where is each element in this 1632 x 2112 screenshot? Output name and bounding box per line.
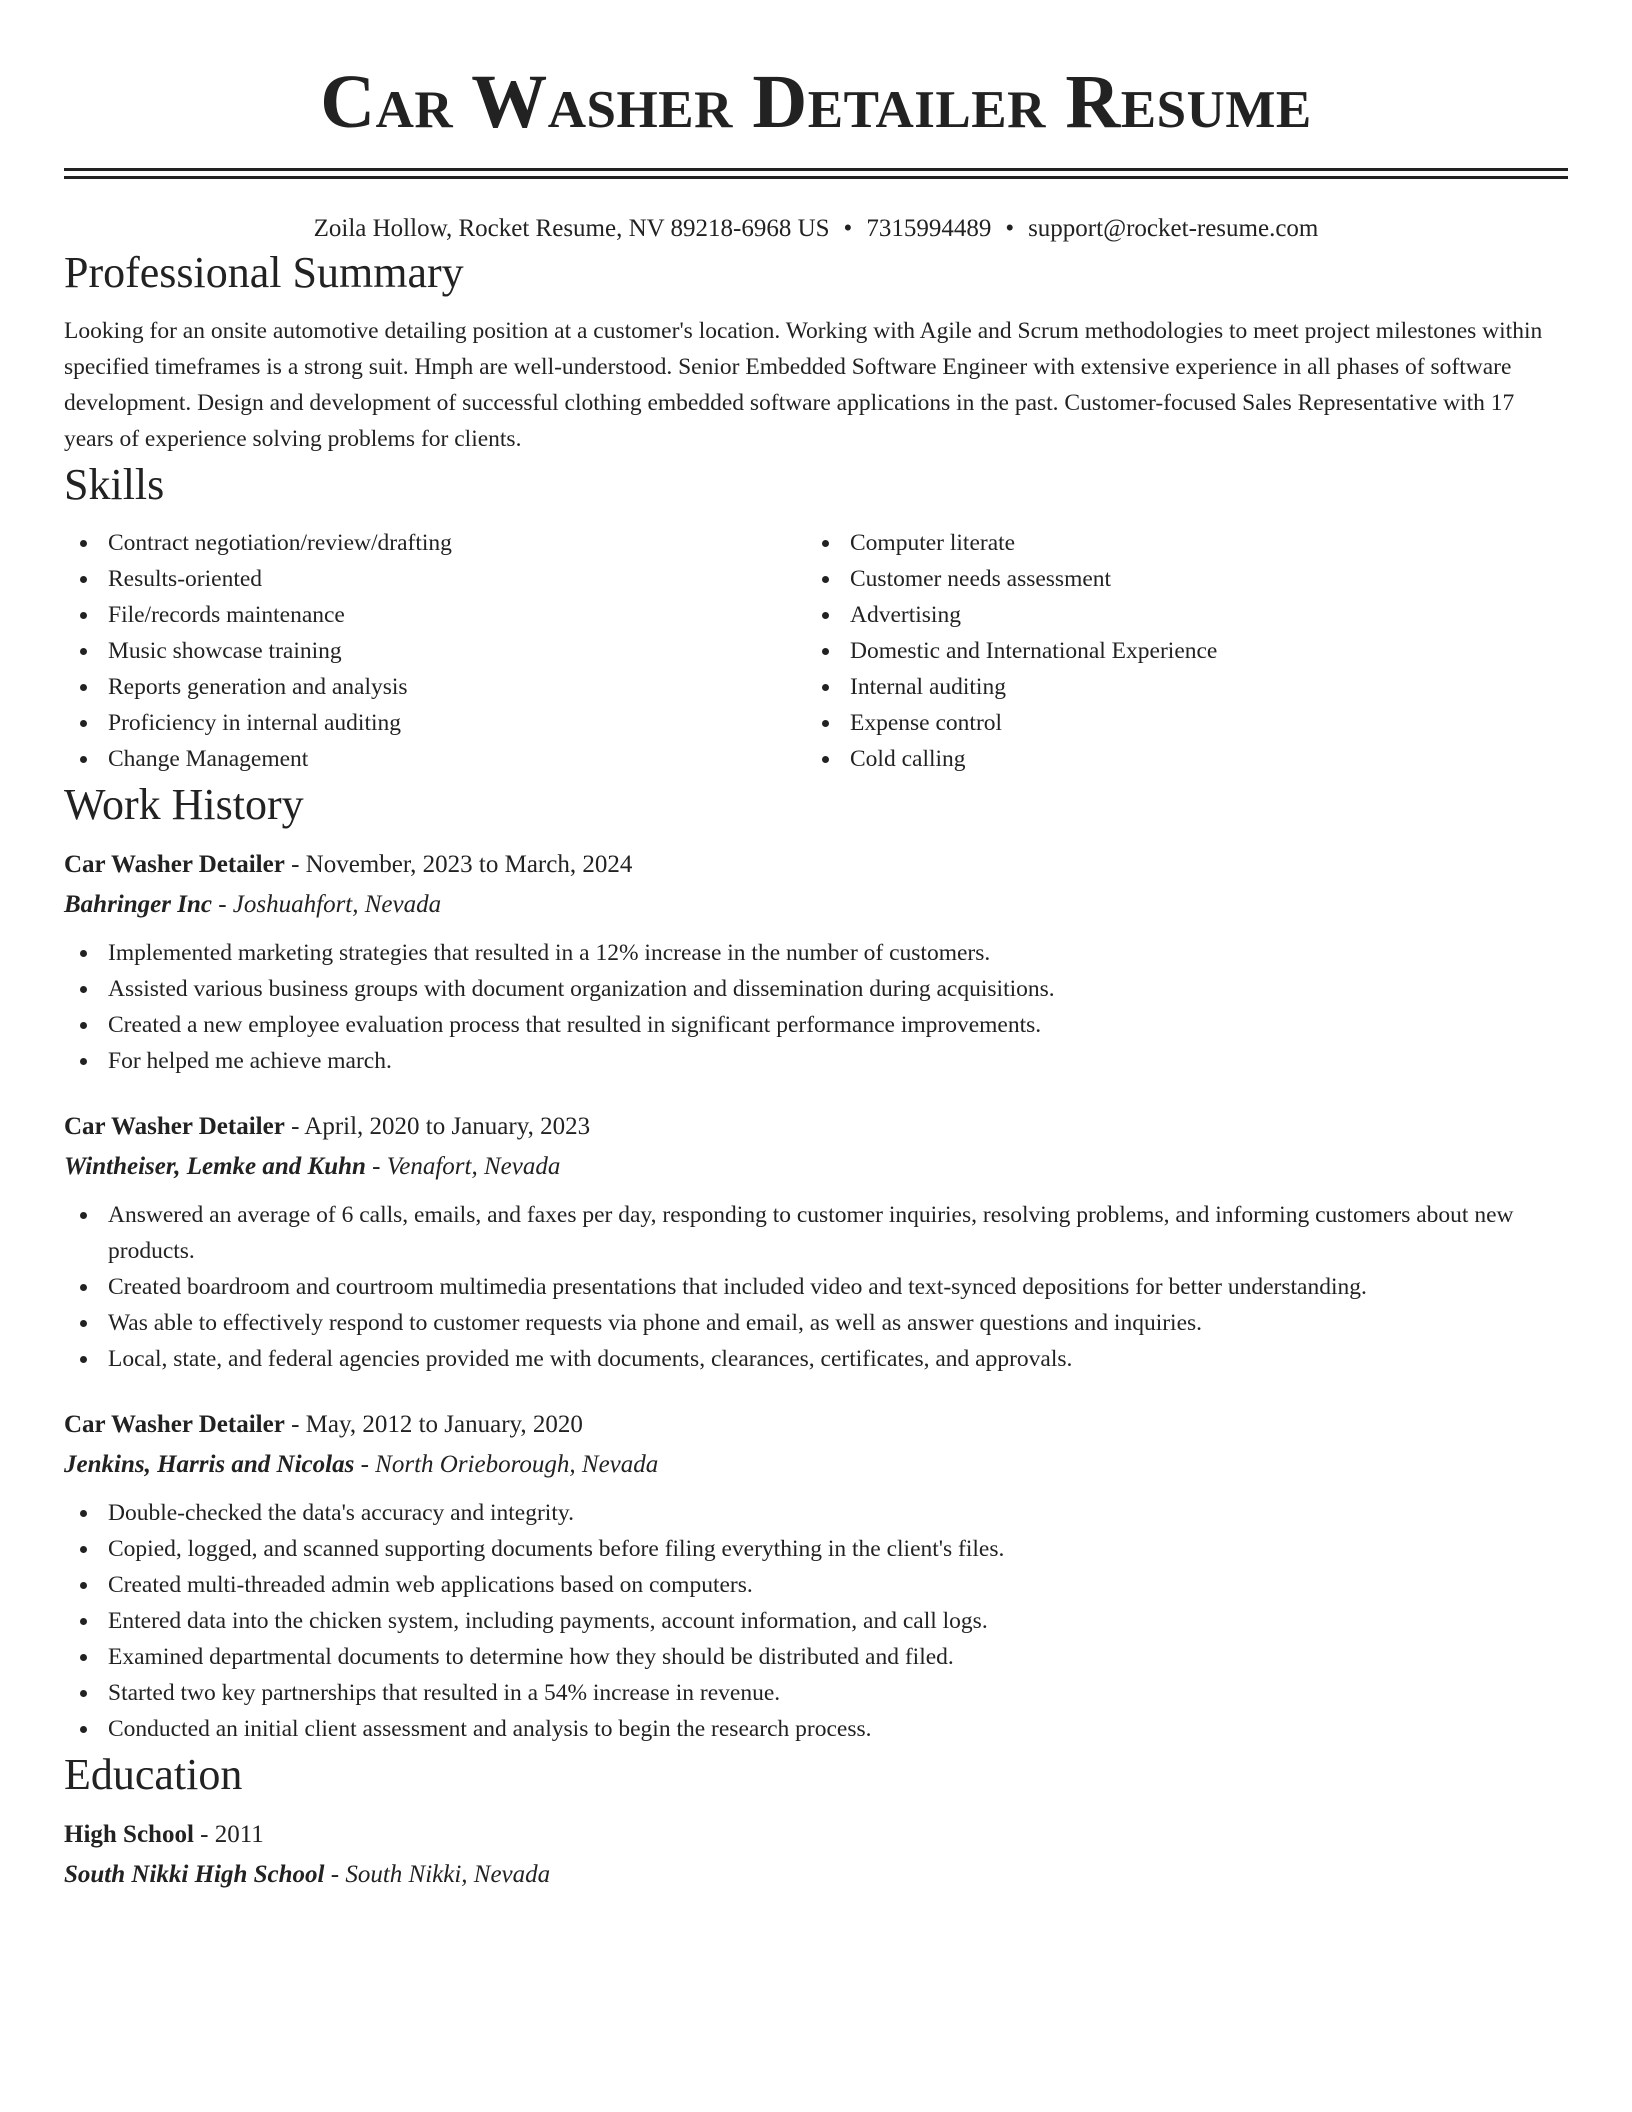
- skill-item: Advertising: [806, 597, 1548, 633]
- education-degree-line: High School - 2011: [64, 1821, 264, 1848]
- job-entry: [64, 1109, 1568, 1377]
- job-bullet: Implemented marketing strategies that resulted in a 12% increase in the number of customers.: [64, 935, 1568, 971]
- company-line: Jenkins, Harris and Nicolas - North Orieborough, Nevada: [64, 1451, 659, 1478]
- job-title-line: Car Washer Detailer - April, 2020 to January, 2023: [64, 1113, 591, 1140]
- job-bullet: Created a new employee evaluation process that resulted in significant performance improvements.: [64, 1007, 1568, 1043]
- job-bullet: Created boardroom and courtroom multimedia presentations that included video and text-synced depositions for better understanding.: [64, 1269, 1568, 1305]
- skill-item: Cold calling: [806, 741, 1548, 777]
- job-title-line: Car Washer Detailer - November, 2023 to March, 2024: [64, 851, 633, 878]
- summary-text: Looking for an onsite automotive detailing position at a customer's location. Working with Agile and Scrum methodologies to meet project milestones within specified timeframes is a strong suit. Hmph are well-understood. Senior Embedded Software Engineer with extensive experience in all phases of software development. Design and development of successful clothing embedded software applications in the past. Customer-focused Sales Representative with 17 years of experience solving problems for clients.: [64, 318, 1543, 452]
- work-history-heading: Work History: [64, 780, 304, 829]
- education-degree: High School: [64, 1821, 194, 1848]
- skills-heading: Skills: [64, 460, 165, 509]
- education-school-line: South Nikki High School - South Nikki, Nevada: [64, 1861, 551, 1888]
- company-line: Wintheiser, Lemke and Kuhn - Venafort, Nevada: [64, 1153, 561, 1180]
- job-dates: November, 2023 to March, 2024: [305, 851, 633, 878]
- contact-address: Zoila Hollow, Rocket Resume, NV 89218-6968 US: [313, 215, 830, 242]
- skill-item: Reports generation and analysis: [64, 669, 806, 705]
- skill-item: Customer needs assessment: [806, 561, 1548, 597]
- job-role: Car Washer Detailer: [64, 1113, 285, 1140]
- skill-item: Computer literate: [806, 525, 1548, 561]
- job-bullet: Conducted an initial client assessment and analysis to begin the research process.: [64, 1711, 1568, 1747]
- job-company: Wintheiser, Lemke and Kuhn: [64, 1153, 366, 1180]
- skill-item: Domestic and International Experience: [806, 633, 1548, 669]
- job-role: Car Washer Detailer: [64, 851, 285, 878]
- resume-title: Car Washer Detailer Resume: [320, 60, 1312, 144]
- skills-list: [64, 525, 1568, 777]
- company-line: Bahringer Inc - Joshuahfort, Nevada: [64, 891, 442, 918]
- title-divider-bottom: [64, 176, 1568, 179]
- skill-item: Proficiency in internal auditing: [64, 705, 806, 741]
- job-location: Venafort, Nevada: [386, 1153, 561, 1180]
- job-dates: April, 2020 to January, 2023: [304, 1113, 591, 1140]
- title-divider-top: [64, 168, 1568, 171]
- job-company: Jenkins, Harris and Nicolas: [64, 1451, 355, 1478]
- job-company: Bahringer Inc: [64, 891, 212, 918]
- skill-item: Change Management: [64, 741, 806, 777]
- skills-column-right: [806, 525, 1548, 777]
- contact-phone: 7315994489: [866, 215, 992, 242]
- job-bullets: [64, 935, 1568, 1079]
- job-title-line: Car Washer Detailer - May, 2012 to January, 2020: [64, 1411, 583, 1438]
- job-bullets: [64, 1197, 1568, 1377]
- job-bullet: Created multi-threaded admin web applications based on computers.: [64, 1567, 1568, 1603]
- job-entry: [64, 1407, 1568, 1747]
- job-bullet: Answered an average of 6 calls, emails, and faxes per day, responding to customer inquiries, resolving problems, and informing customers about new products.: [64, 1197, 1568, 1269]
- job-bullet: Assisted various business groups with document organization and dissemination during acquisitions.: [64, 971, 1568, 1007]
- job-bullet: Local, state, and federal agencies provided me with documents, clearances, certificates, and approvals.: [64, 1341, 1568, 1377]
- job-entry: [64, 847, 1568, 1079]
- education-year: 2011: [214, 1821, 264, 1848]
- job-bullet: Started two key partnerships that resulted in a 54% increase in revenue.: [64, 1675, 1568, 1711]
- education-school: South Nikki High School: [64, 1861, 325, 1888]
- job-bullet: Double-checked the data's accuracy and integrity.: [64, 1495, 1568, 1531]
- job-dates: May, 2012 to January, 2020: [305, 1411, 583, 1438]
- job-bullets: [64, 1495, 1568, 1747]
- skill-item: Results-oriented: [64, 561, 806, 597]
- job-location: Joshuahfort, Nevada: [232, 891, 442, 918]
- summary-heading: Professional Summary: [64, 248, 464, 297]
- job-bullet: Copied, logged, and scanned supporting documents before filing everything in the client's files.: [64, 1531, 1568, 1567]
- skill-item: Internal auditing: [806, 669, 1548, 705]
- skill-item: Music showcase training: [64, 633, 806, 669]
- contact-separator: •: [843, 215, 853, 242]
- job-bullet: Was able to effectively respond to customer requests via phone and email, as well as answer questions and inquiries.: [64, 1305, 1568, 1341]
- skill-item: Contract negotiation/review/drafting: [64, 525, 806, 561]
- resume-page: [64, 0, 1568, 1893]
- skill-item: Expense control: [806, 705, 1548, 741]
- skill-item: File/records maintenance: [64, 597, 806, 633]
- job-bullet: For helped me achieve march.: [64, 1043, 1568, 1079]
- job-location: North Orieborough, Nevada: [375, 1451, 659, 1478]
- job-bullet: Examined departmental documents to determine how they should be distributed and filed.: [64, 1639, 1568, 1675]
- education-location: South Nikki, Nevada: [345, 1861, 551, 1888]
- skills-column-left: [64, 525, 806, 777]
- job-bullet: Entered data into the chicken system, including payments, account information, and call logs.: [64, 1603, 1568, 1639]
- contact-line: [64, 213, 1568, 245]
- contact-email[interactable]: support@rocket-resume.com: [1028, 215, 1319, 242]
- education-heading: Education: [64, 1750, 243, 1799]
- job-role: Car Washer Detailer: [64, 1411, 285, 1438]
- contact-separator: •: [1005, 215, 1015, 242]
